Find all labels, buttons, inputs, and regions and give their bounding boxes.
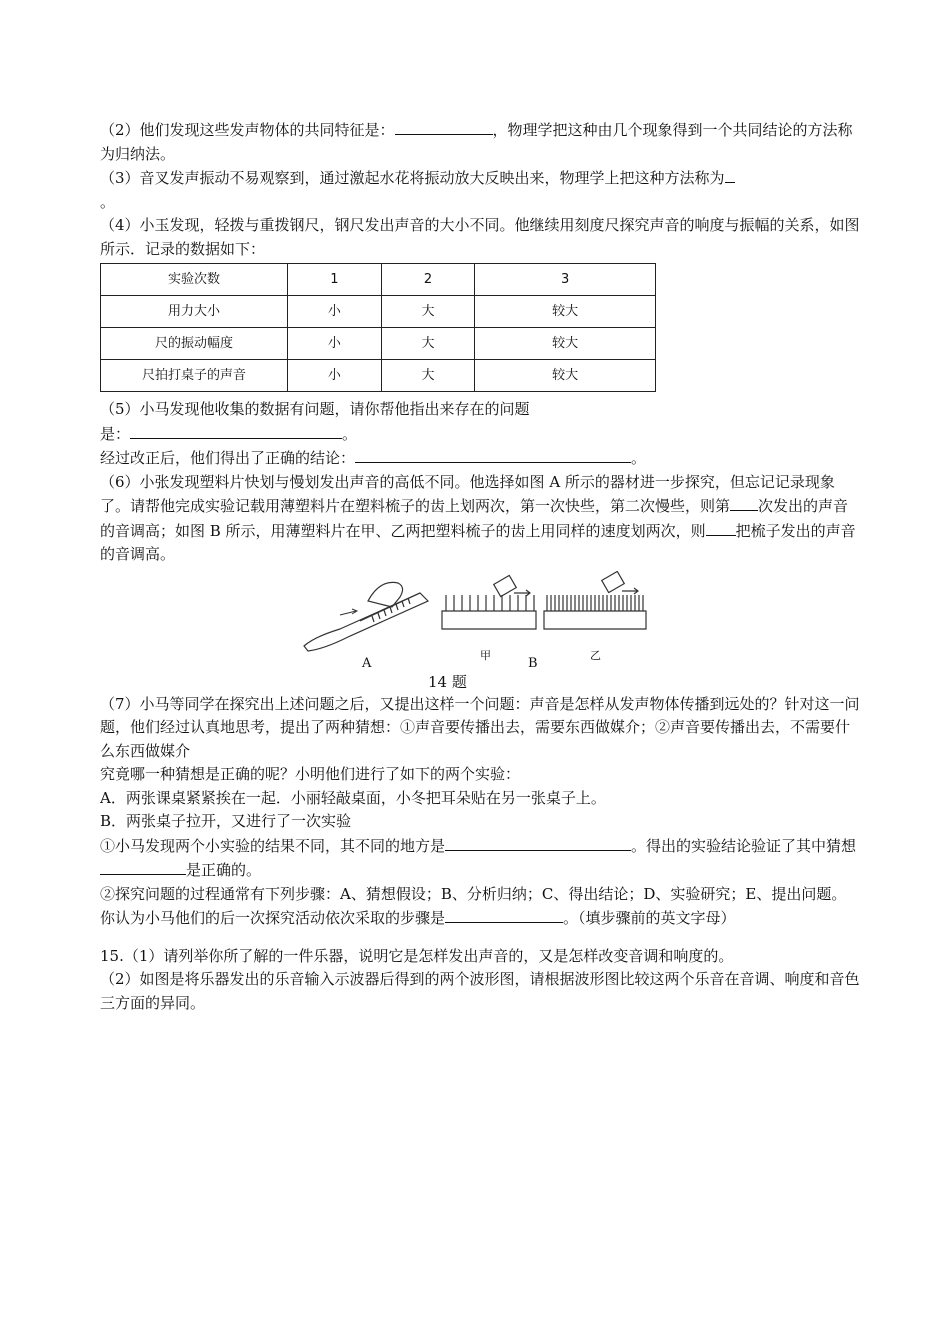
table-cell: 小 bbox=[288, 360, 382, 392]
q6-blank-2[interactable] bbox=[706, 519, 736, 536]
figure-label-b: B bbox=[528, 655, 538, 671]
table-cell: 较大 bbox=[475, 328, 656, 360]
q7-text-e1: ①小马发现两个小实验的结果不同，其不同的地方是 bbox=[100, 836, 446, 855]
q5-blank-problem[interactable] bbox=[130, 422, 342, 439]
q6-text-a: （6）小张发现塑料片快划与慢划发出声音的高低不同。他选择如图 A 所示的器材进一步探究，但忘记记录现象了。请帮他完成实验记载用薄塑料片在塑料梳子的齿上划两次，第一次快些，第二次慢些，则第 bbox=[100, 472, 835, 515]
table-cell: 3 bbox=[475, 264, 656, 296]
question-5 bbox=[100, 398, 860, 471]
q3-text-b: 。 bbox=[100, 192, 116, 211]
experiment-b: B．两张桌子拉开，又进行了一次实验 bbox=[100, 812, 352, 830]
q7-blank-steps[interactable] bbox=[445, 906, 563, 923]
figure-a-drawing bbox=[304, 582, 428, 651]
q7-text-f2: 。（填步骤前的英文字母） bbox=[563, 909, 736, 927]
question-2 bbox=[100, 118, 860, 166]
question-7-part-2 bbox=[100, 883, 860, 931]
q2-text-a: （2）他们发现这些发声物体的共同特征是： bbox=[100, 121, 395, 139]
experiment-a: A．两张课桌紧紧挨在一起．小丽轻敲桌面，小冬把耳朵贴在另一张桌子上。 bbox=[100, 788, 606, 807]
question-7-part-1 bbox=[100, 834, 860, 883]
q3-blank[interactable] bbox=[725, 166, 735, 183]
worksheet-page bbox=[100, 118, 860, 1015]
question-4: （4）小玉发现，轻拨与重拨钢尺，钢尺发出声音的大小不同。他继续用刻度尺探究声音的响度与振幅的关系，如图所示．记录的数据如下： bbox=[100, 216, 860, 258]
q7-blank-difference[interactable] bbox=[445, 834, 631, 851]
table-cell: 尺的振动幅度 bbox=[101, 328, 288, 360]
figure-label-a: A bbox=[362, 655, 372, 671]
q2-blank[interactable] bbox=[395, 118, 493, 135]
table-cell: 小 bbox=[288, 296, 382, 328]
table-cell: 较大 bbox=[475, 360, 656, 392]
figure-caption: 14 题 bbox=[428, 672, 467, 691]
question-3 bbox=[100, 166, 860, 214]
table-cell: 2 bbox=[381, 264, 475, 296]
q2-text-b: ，物理学把这种由几个现象得到一个共同结论的方法称为归纳法。 bbox=[100, 121, 853, 163]
table-cell: 较大 bbox=[475, 296, 656, 328]
table-row bbox=[101, 360, 656, 392]
spacer bbox=[100, 931, 860, 945]
figure-14 bbox=[100, 571, 860, 693]
question-7-b: 究竟哪一种猜想是正确的呢？小明他们进行了如下的两个实验： bbox=[100, 765, 521, 783]
table-cell: 大 bbox=[381, 360, 475, 392]
q5-text-c: 。 bbox=[342, 424, 358, 443]
question-7 bbox=[100, 693, 860, 764]
table-row bbox=[101, 264, 656, 296]
q5-blank-conclusion[interactable] bbox=[355, 446, 631, 463]
data-table bbox=[100, 263, 656, 392]
q5-text-b: 是： bbox=[100, 424, 131, 443]
table-cell: 实验次数 bbox=[101, 264, 288, 296]
table-cell: 小 bbox=[288, 328, 382, 360]
q7-text-e2: 。得出的实验结论验证了其中猜想 bbox=[631, 836, 857, 855]
table-cell: 大 bbox=[381, 296, 475, 328]
q6-blank-1[interactable] bbox=[730, 494, 758, 511]
figure-label-yi: 乙 bbox=[590, 648, 601, 662]
comb-experiment-image bbox=[300, 571, 650, 671]
comb-jia-drawing bbox=[442, 575, 536, 629]
q5-text-e: 。 bbox=[631, 449, 647, 467]
q7-text-e3: 是正确的。 bbox=[186, 861, 262, 879]
figure-label-jia: 甲 bbox=[480, 648, 491, 662]
table-cell: 尺拍打桌子的声音 bbox=[101, 360, 288, 392]
question-6 bbox=[100, 471, 860, 567]
q5-text-d: 经过改正后，他们得出了正确的结论： bbox=[100, 449, 356, 467]
table-cell: 用力大小 bbox=[101, 296, 288, 328]
comb-yi-drawing bbox=[544, 571, 646, 629]
q7-text-f1: ②探究问题的过程通常有下列步骤：A、猜想假设；B、分析归纳；C、得出结论；D、实验研究；E、提出问题。你认为小马他们的后一次探究活动依次采取的步骤是 bbox=[100, 884, 847, 927]
table-row bbox=[101, 296, 656, 328]
table-cell: 1 bbox=[288, 264, 382, 296]
q6-text-b: 次发出的声音的音调高；如图 B 所示，用薄塑料片在甲、乙两把塑料梳子的齿上用同样的速度划两次，则 bbox=[100, 497, 849, 540]
q7-text-a: （7）小马等同学在探究出上述问题之后，又提出这样一个问题：声音是怎样从发声物体传播到远处的？针对这一问题，他们经过认真地思考，提出了两种猜想：①声音要传播出去，需要东西做媒介；②声音要传播出去，不需要什么东西做媒介 bbox=[100, 694, 860, 760]
q6-text-c: 把梳子发出的声音的音调高。 bbox=[100, 521, 856, 563]
q3-text-a: （3）音叉发声振动不易观察到，通过激起水花将振动放大反映出来，物理学上把这种方法称为 bbox=[100, 169, 725, 187]
question-15-1: 15.（1）请列举你所了解的一件乐器，说明它是怎样发出声音的，又是怎样改变音调和响度的。 bbox=[100, 946, 734, 965]
table-row bbox=[101, 328, 656, 360]
q7-blank-hypothesis[interactable] bbox=[100, 858, 186, 875]
table-cell: 大 bbox=[381, 328, 475, 360]
q5-text-a: （5）小马发现他收集的数据有问题，请你帮他指出来存在的问题 bbox=[100, 400, 530, 418]
question-15-2: （2）如图是将乐器发出的乐音输入示波器后得到的两个波形图，请根据波形图比较这两个乐音在音调、响度和音色三方面的异同。 bbox=[100, 970, 860, 1012]
